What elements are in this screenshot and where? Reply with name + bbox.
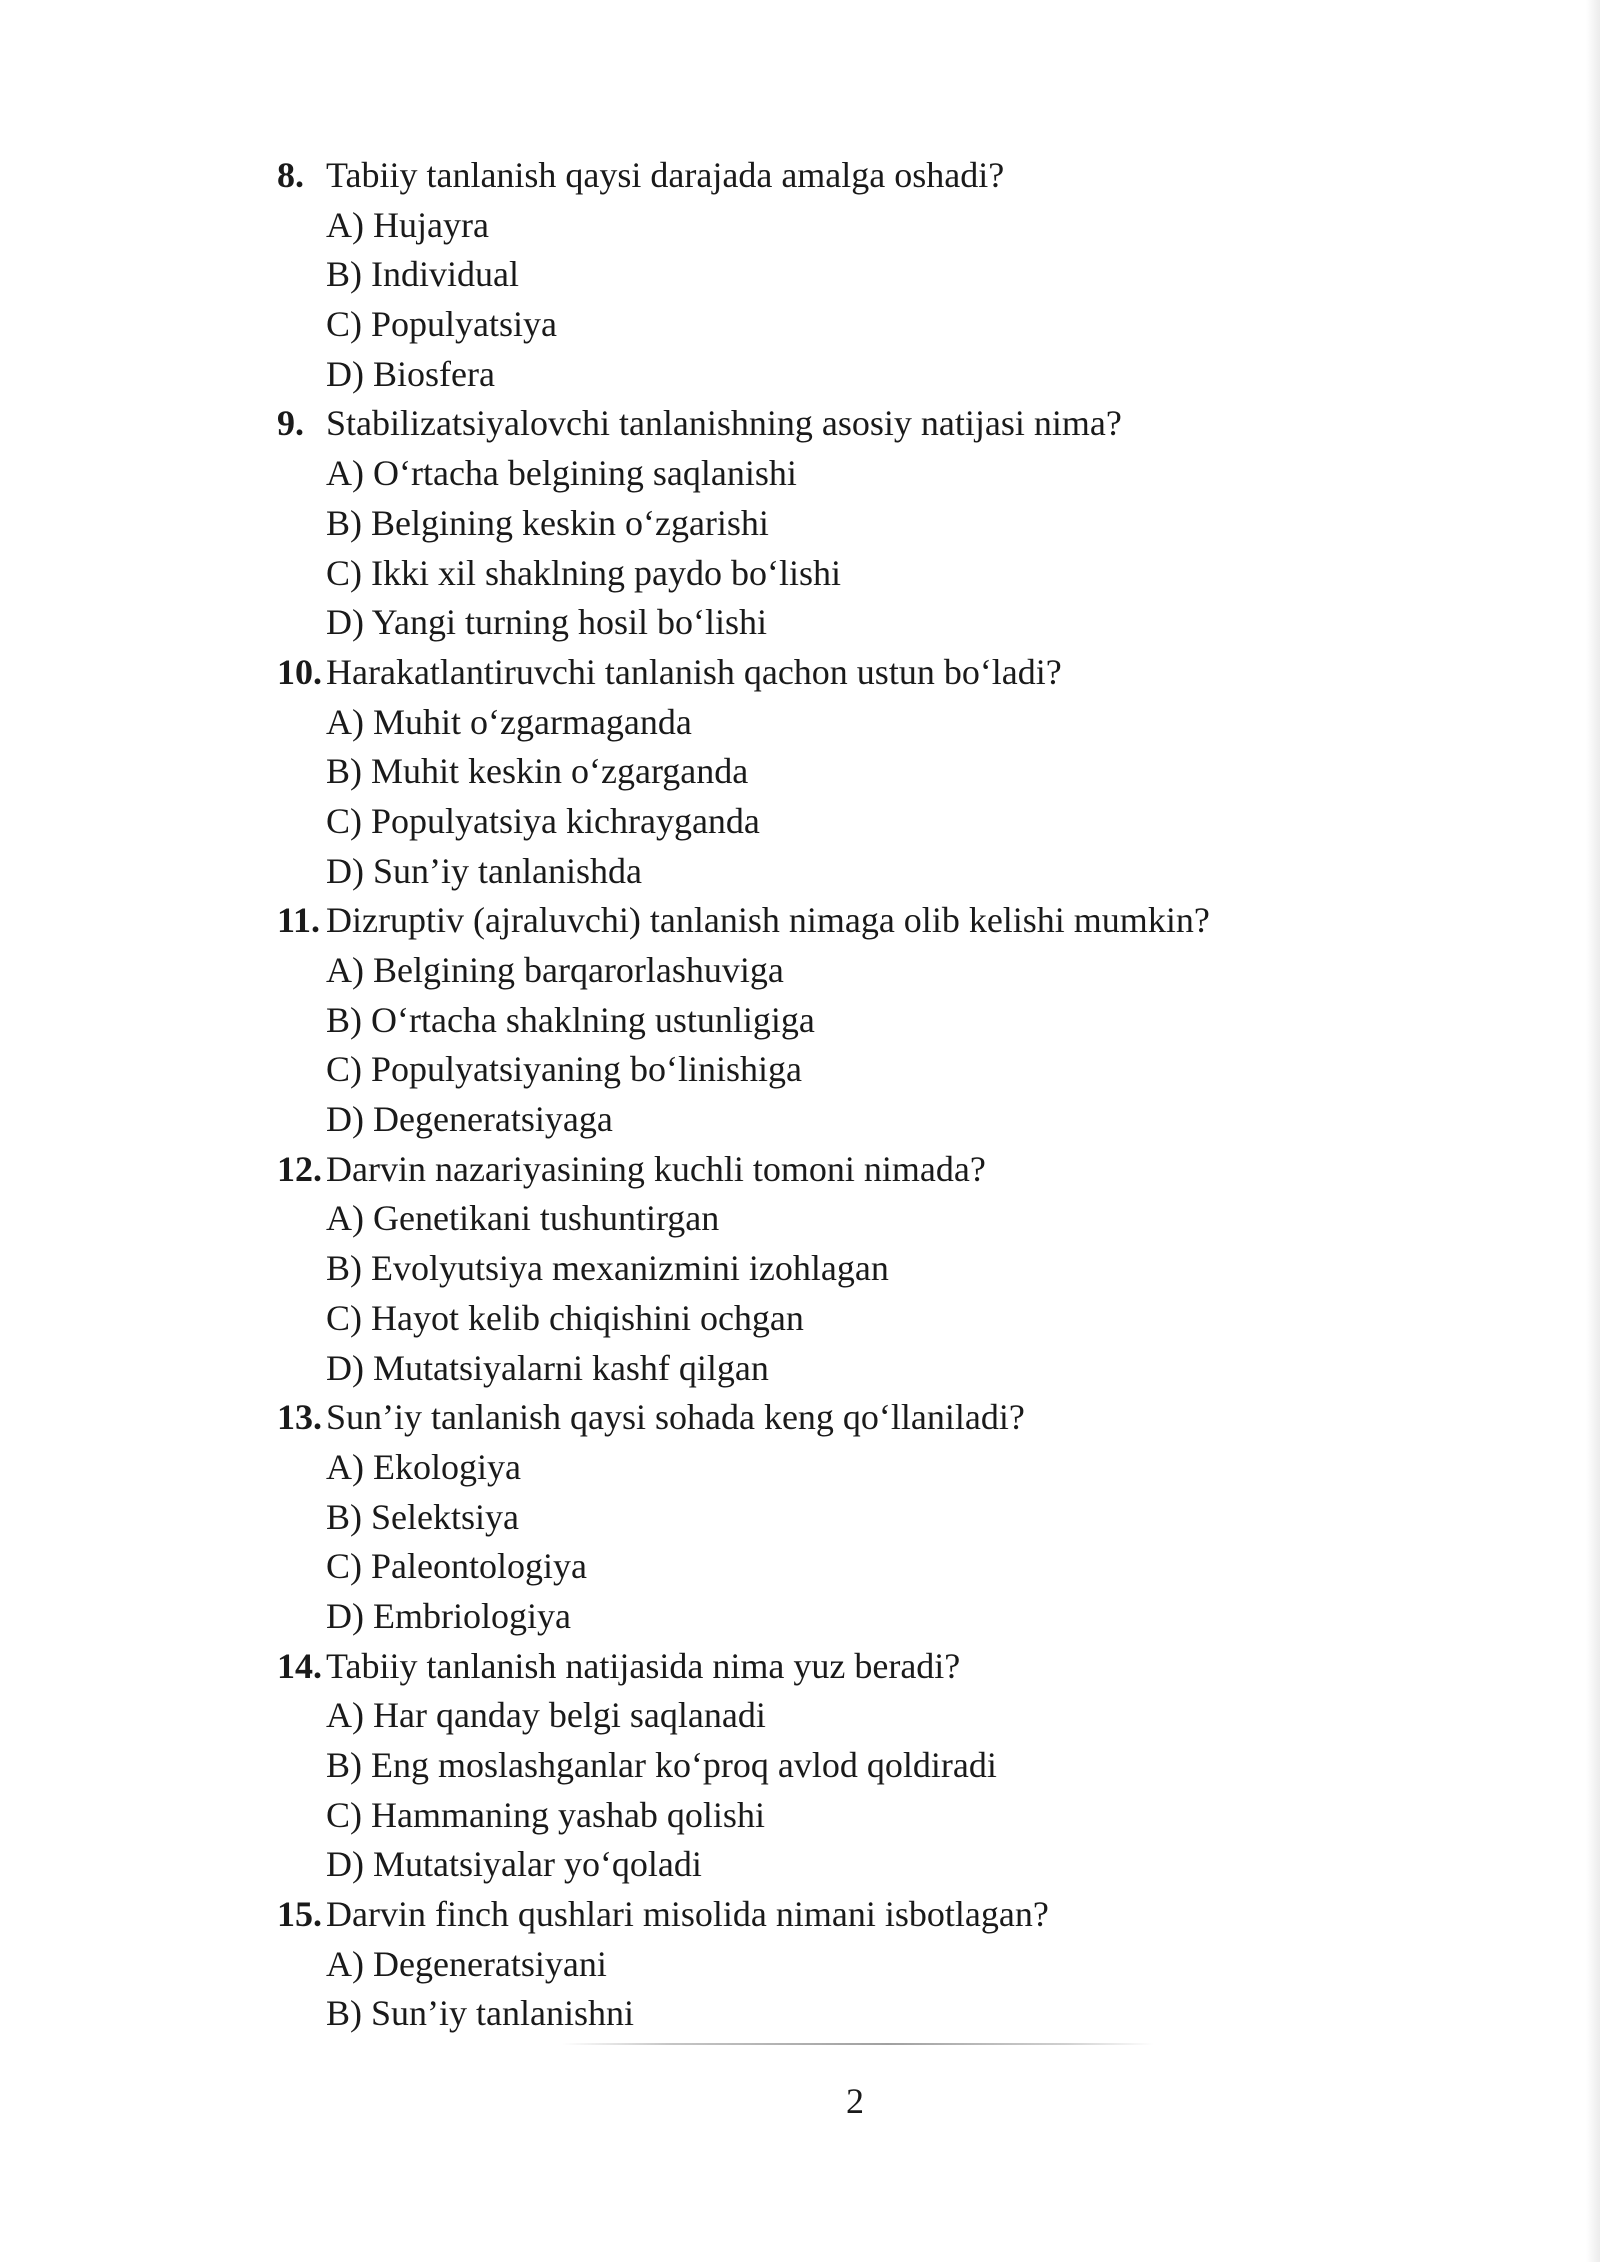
answer-option: C) Populyatsiya [326, 304, 557, 345]
footer-divider [562, 2043, 1154, 2045]
question-text: Dizruptiv (ajraluvchi) tanlanish nimaga olib kelishi mumkin? [326, 900, 1210, 941]
question-number: 15. [277, 1894, 322, 1935]
answer-option: C) Hammaning yashab qolishi [326, 1794, 765, 1835]
answer-option: D) Mutatsiyalar yo‘qoladi [326, 1844, 702, 1885]
question-text: Tabiiy tanlanish qaysi darajada amalga oshadi? [326, 155, 1005, 195]
question-line [277, 896, 1427, 946]
answer-option: A) O‘rtacha belgining saqlanishi [326, 453, 797, 494]
answer-option: A) Muhit o‘zgarmaganda [326, 701, 692, 742]
question-number: 13. [277, 1397, 322, 1438]
question-item [277, 1145, 1427, 1393]
question-list [277, 151, 1427, 2039]
question-item [277, 1393, 1427, 1641]
question-text: Sun’iy tanlanish qaysi sohada keng qo‘llaniladi? [326, 1397, 1025, 1438]
question-item [277, 399, 1427, 647]
question-number: 11. [277, 900, 321, 941]
answer-option: A) Har qanday belgi saqlanadi [326, 1695, 766, 1736]
question-text: Darvin finch qushlari misolida nimani isbotlagan? [326, 1894, 1049, 1935]
question-text: Harakatlantiruvchi tanlanish qachon ustun bo‘ladi? [326, 651, 1062, 692]
answer-option: B) Belgining keskin o‘zgarishi [326, 502, 769, 543]
answer-option: D) Embriologiya [326, 1595, 571, 1636]
question-text: Tabiiy tanlanish natijasida nima yuz beradi? [326, 1645, 961, 1686]
answer-option: B) Selektsiya [326, 1496, 519, 1537]
question-line [277, 151, 1427, 201]
answer-option: B) Eng moslashganlar ko‘proq avlod qoldiradi [326, 1745, 997, 1785]
scan-edge-shadow [1586, 0, 1600, 2262]
answer-option: A) Hujayra [326, 204, 489, 245]
answer-option: D) Sun’iy tanlanishda [326, 850, 642, 891]
question-line [277, 1393, 1427, 1443]
answer-option: C) Populyatsiyaning bo‘linishiga [326, 1049, 802, 1090]
answer-option: D) Mutatsiyalarni kashf qilgan [326, 1347, 769, 1388]
answer-option: B) Sun’iy tanlanishni [326, 1993, 634, 2034]
answer-option: A) Degeneratsiyani [326, 1943, 607, 1984]
answer-option: D) Yangi turning hosil bo‘lishi [326, 602, 768, 643]
question-line [277, 648, 1427, 698]
question-text: Darvin nazariyasining kuchli tomoni nimada? [326, 1148, 986, 1189]
question-line [277, 399, 1427, 449]
answer-option: D) Degeneratsiyaga [326, 1099, 613, 1140]
question-item [277, 151, 1427, 399]
question-item [277, 896, 1427, 1144]
question-line [277, 1642, 1427, 1692]
question-line [277, 1145, 1427, 1195]
answer-option: A) Genetikani tushuntirgan [326, 1198, 720, 1239]
answer-option: D) Biosfera [326, 353, 495, 394]
question-number: 14. [277, 1645, 322, 1686]
answer-option: C) Hayot kelib chiqishini ochgan [326, 1297, 804, 1338]
question-number: 10. [277, 651, 322, 692]
answer-option: B) Muhit keskin o‘zgarganda [326, 751, 749, 792]
question-item [277, 648, 1427, 896]
question-text: Stabilizatsiyalovchi tanlanishning asosiy natijasi nima? [326, 403, 1122, 444]
question-number: 9. [277, 403, 304, 444]
answer-option: C) Paleontologiya [326, 1546, 587, 1587]
question-item [277, 1890, 1427, 2039]
answer-option: C) Populyatsiya kichrayganda [326, 800, 760, 841]
answer-option: A) Belgining barqarorlashuviga [326, 950, 784, 990]
question-number: 8. [277, 155, 304, 195]
answer-option: B) Individual [326, 254, 519, 295]
answer-option: B) Evolyutsiya mexanizmini izohlagan [326, 1248, 889, 1289]
question-line [277, 1890, 1427, 1940]
answer-option: B) O‘rtacha shaklning ustunligiga [326, 999, 815, 1040]
answer-option: C) Ikki xil shaklning paydo bo‘lishi [326, 552, 841, 593]
answer-option: A) Ekologiya [326, 1446, 521, 1487]
question-item [277, 1642, 1427, 1890]
question-number: 12. [277, 1148, 322, 1189]
page-number: 2 [846, 2081, 864, 2121]
